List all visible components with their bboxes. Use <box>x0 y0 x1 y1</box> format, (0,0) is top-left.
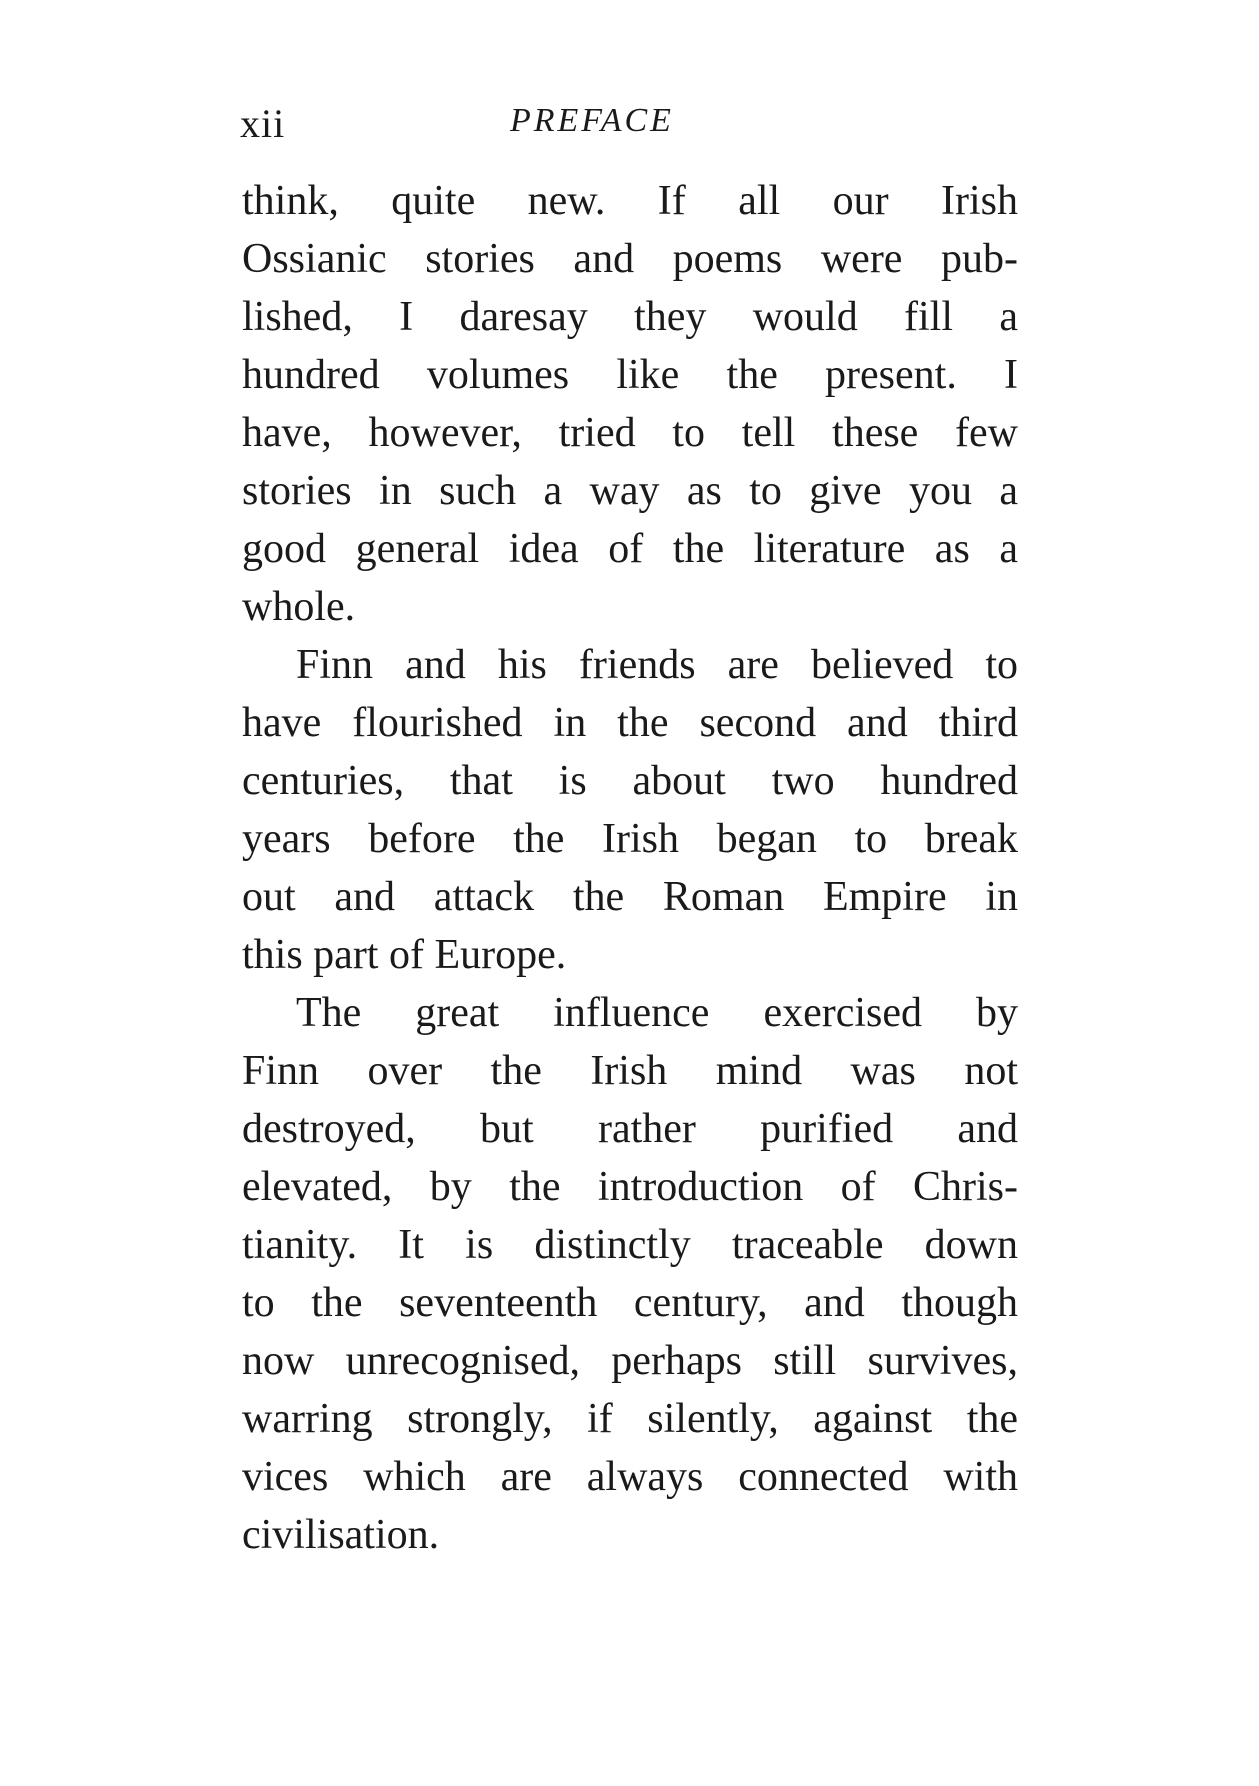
text-line: think, quite new. If all our Irish <box>242 178 1018 224</box>
text-line: warring strongly, if silently, against the <box>242 1396 1018 1442</box>
text-line: this part of Europe. <box>242 932 567 978</box>
text-line: Finn over the Irish mind was not <box>242 1048 1018 1094</box>
paragraph-3 <box>242 984 1018 1564</box>
text-line: lished, I daresay they would fill a <box>242 294 1018 340</box>
paragraph-2 <box>242 636 1018 984</box>
running-head <box>240 100 1020 150</box>
text-line: tianity. It is distinctly traceable down <box>242 1222 1018 1268</box>
text-line: Finn and his friends are believed to <box>296 642 1018 688</box>
text-line: years before the Irish began to break <box>242 816 1018 862</box>
text-line: vices which are always connected with <box>242 1454 1018 1500</box>
text-line: good general idea of the literature as a <box>242 526 1018 572</box>
text-line: whole. <box>242 584 356 630</box>
text-line: have flourished in the second and third <box>242 700 1018 746</box>
page-number: xii <box>240 101 286 146</box>
text-line: centuries, that is about two hundred <box>242 758 1018 804</box>
text-line: Ossianic stories and poems were pub- <box>242 236 1018 282</box>
text-line: now unrecognised, perhaps still survives, <box>242 1338 1018 1384</box>
text-line: to the seventeenth century, and though <box>242 1280 1018 1326</box>
body-text <box>242 172 1018 1564</box>
text-line: out and attack the Roman Empire in <box>242 874 1018 920</box>
text-line: have, however, tried to tell these few <box>242 410 1018 456</box>
paragraph-1 <box>242 172 1018 636</box>
text-line: destroyed, but rather purified and <box>242 1106 1018 1152</box>
text-line: The great influence exercised by <box>296 990 1018 1036</box>
text-line: elevated, by the introduction of Chris- <box>242 1164 1018 1210</box>
text-line: hundred volumes like the present. I <box>242 352 1018 398</box>
text-line: civilisation. <box>242 1512 440 1558</box>
text-line: stories in such a way as to give you a <box>242 468 1018 514</box>
running-title: PREFACE <box>510 102 674 139</box>
